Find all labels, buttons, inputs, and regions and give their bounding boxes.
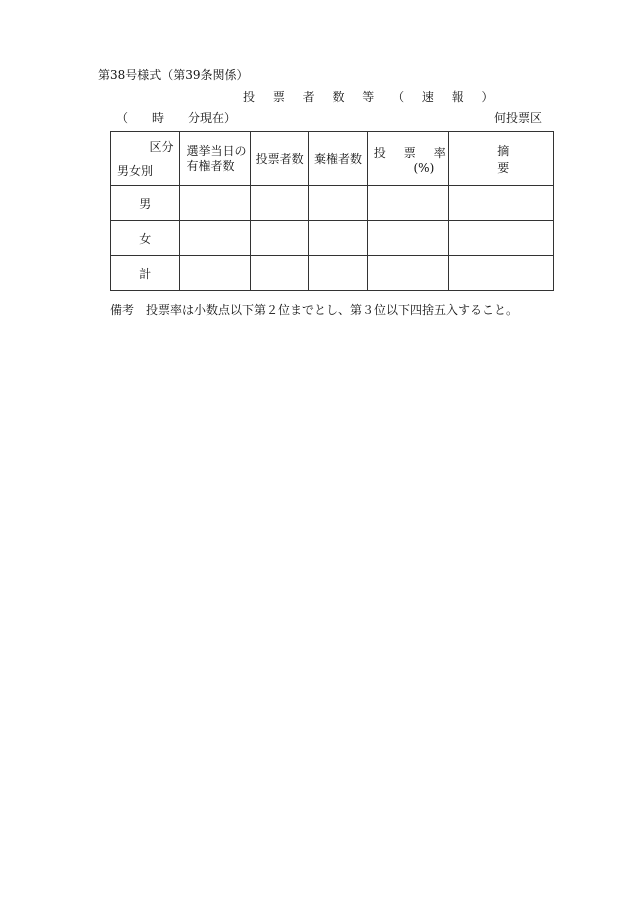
turnout-rate-unit: (%) [413, 161, 435, 175]
rate-cell [367, 221, 449, 256]
registered-header-line1: 選挙当日の [186, 144, 247, 158]
registered-cell [180, 186, 250, 221]
rate-cell [367, 256, 449, 291]
remarks-note: 備考 投票率は小数点以下第２位までとし、第３位以下四捨五入すること。 [110, 303, 519, 317]
voters-cell [250, 221, 308, 256]
abstainers-header: 棄権者数 [309, 132, 367, 186]
registered-cell [180, 221, 250, 256]
voting-district-label: 何投票区 [493, 111, 542, 125]
remarks-cell [449, 186, 554, 221]
voters-header: 投票者数 [250, 132, 308, 186]
abstainers-cell [309, 221, 367, 256]
table-row-male [111, 186, 554, 221]
turnout-rate-header [367, 132, 464, 186]
registered-header-line2: 有権者数 [186, 159, 235, 173]
remarks-cell [449, 256, 554, 291]
row-label: 男 [111, 186, 180, 221]
table-header-row [111, 132, 554, 186]
voters-cell [250, 256, 308, 291]
voter-stats-table [110, 131, 562, 291]
rate-cell [367, 186, 449, 221]
registered-cell [180, 256, 250, 291]
row-label: 計 [111, 256, 180, 291]
remarks-cell [449, 221, 554, 256]
turnout-rate-label: 投票率 [373, 146, 464, 160]
registered-voters-header [180, 132, 250, 186]
table-row-female [111, 221, 554, 256]
row-label: 女 [111, 221, 180, 256]
category-header-label: 区分 [149, 140, 174, 154]
time-as-of-line: （ 時 分現在） [116, 111, 237, 125]
abstainers-cell [309, 186, 367, 221]
document-title: 投 票 者 数 等 （ 速 報 ） [243, 90, 501, 104]
category-header-cell [111, 132, 180, 186]
voters-cell [250, 186, 308, 221]
form-number: 第38号様式（第39条関係） [98, 68, 249, 82]
abstainers-cell [309, 256, 367, 291]
gender-header-label: 男女別 [117, 164, 154, 178]
remarks-header: 摘要 [449, 132, 554, 186]
table-row-total [111, 256, 554, 291]
